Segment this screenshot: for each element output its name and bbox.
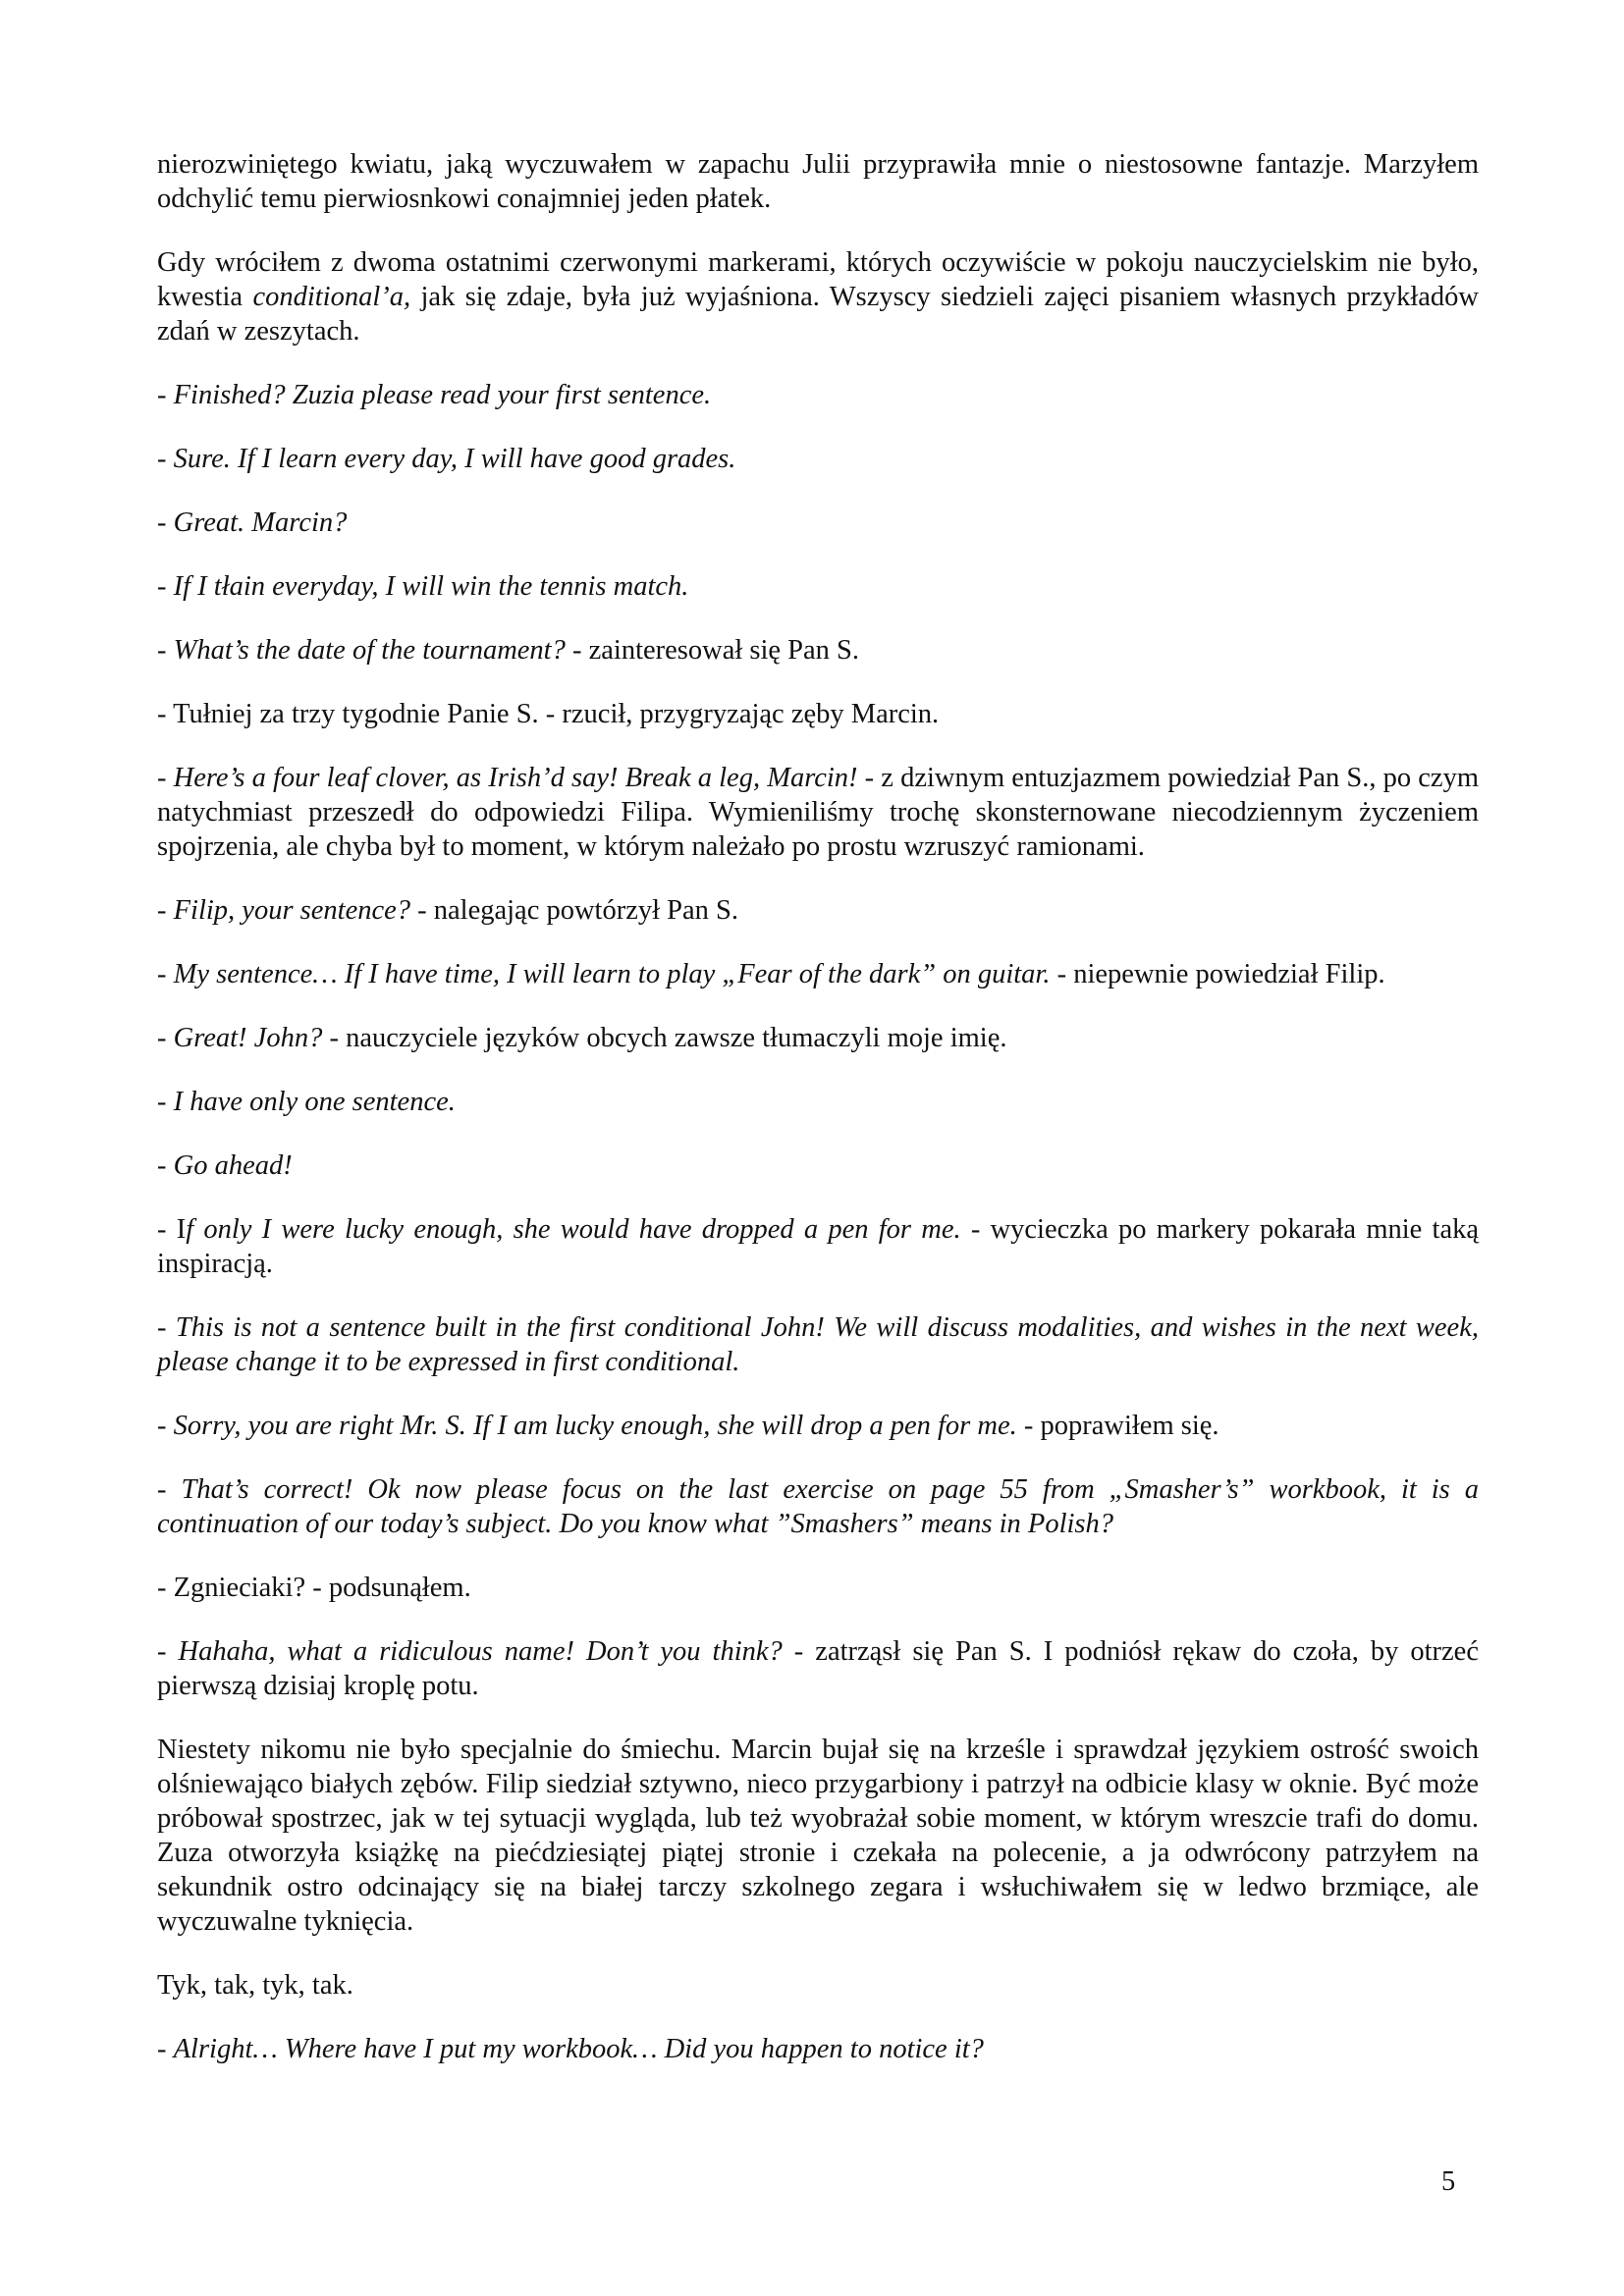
paragraph xyxy=(157,633,1479,667)
narration-text: - I xyxy=(157,1214,187,1245)
narration-text: - xyxy=(157,380,174,410)
paragraph xyxy=(157,442,1479,476)
narration-text: - Tułniej za trzy tygodnie Panie S. - rzucił, przygryzając zęby Marcin. xyxy=(157,699,940,729)
text-body xyxy=(157,147,1479,2066)
dialogue-italic-text: Sorry, you are right Mr. S. If I am lucky enough, she will drop a pen for me. xyxy=(173,1411,1017,1441)
paragraph xyxy=(157,147,1479,216)
narration-text: - xyxy=(157,1474,182,1505)
dialogue-italic-text: If I tłain everyday, I will win the tennis match. xyxy=(173,571,689,602)
paragraph xyxy=(157,1472,1479,1541)
dialogue-italic-text: I have only one sentence. xyxy=(173,1087,456,1117)
page-number: 5 xyxy=(1441,2166,1456,2197)
paragraph xyxy=(157,1085,1479,1119)
narration-text: - xyxy=(157,444,174,474)
document-page xyxy=(157,147,1479,2096)
paragraph xyxy=(157,569,1479,604)
paragraph xyxy=(157,1968,1479,2002)
dialogue-italic-text: conditional’a, xyxy=(252,282,411,312)
dialogue-italic-text: That’s correct! Ok now please focus on the last exercise on page 55 from „Smasher’s” workbook, it is a continuation of our today’s subject. Do you know what ”Smashers” means in Polish? xyxy=(157,1474,1479,1539)
dialogue-italic-text: Great. Marcin? xyxy=(173,507,348,538)
narration-text: - xyxy=(157,895,174,926)
dialogue-italic-text: This is not a sentence built in the first conditional John! We will discuss modalities, and wishes in the next week, please change it to be expressed in first conditional. xyxy=(157,1312,1479,1377)
dialogue-italic-text: Hahaha, what a ridiculous name! Don’t you think? xyxy=(178,1636,783,1667)
narration-text: - xyxy=(157,1087,174,1117)
paragraph xyxy=(157,761,1479,864)
paragraph xyxy=(157,697,1479,731)
narration-text: nierozwiniętego kwiatu, jaką wyczuwałem w zapachu Julii przyprawiła mnie o niestosowne fantazje. Marzyłem odchylić temu pierwiosnkowi conajmniej jeden płatek. xyxy=(157,149,1479,214)
narration-text: - xyxy=(157,1411,174,1441)
dialogue-italic-text: Sure. If I learn every day, I will have good grades. xyxy=(173,444,736,474)
paragraph xyxy=(157,245,1479,348)
dialogue-italic-text: Great! John? xyxy=(173,1023,323,1053)
narration-text: - xyxy=(157,1312,176,1343)
paragraph xyxy=(157,1212,1479,1281)
dialogue-italic-text: Finished? Zuzia please read your first sentence. xyxy=(173,380,712,410)
paragraph xyxy=(157,1634,1479,1703)
narration-text: - nauczyciele języków obcych zawsze tłumaczyli moje imię. xyxy=(322,1023,1007,1053)
narration-text: - xyxy=(157,635,174,666)
narration-text: - xyxy=(157,571,174,602)
dialogue-italic-text: What’s the date of the tournament? xyxy=(173,635,566,666)
narration-text: jak się zdaje, była już wyjaśniona. Wszyscy siedzieli zajęci pisaniem własnych przykładów zdań w zeszytach. xyxy=(157,282,1479,347)
narration-text: - z dziwnym entuzjazmem powiedział Pan S., po czym natychmiast przeszedł do odpowiedzi Filipa. Wymieniliśmy trochę skonsternowane niecodziennym życzeniem spojrzenia, ale chyba był to moment, w którym należało po prostu wzruszyć ramionami. xyxy=(157,763,1479,862)
narration-text: - xyxy=(157,763,174,793)
narration-text: Gdy wróciłem z dwoma ostatnimi czerwonymi markerami, których oczywiście w pokoju nauczycielskim nie było, kwestia xyxy=(157,247,1479,312)
narration-text: - Zgnieciaki? - podsunąłem. xyxy=(157,1573,471,1603)
paragraph xyxy=(157,1571,1479,1605)
paragraph xyxy=(157,893,1479,928)
narration-text: - niepewnie powiedział Filip. xyxy=(1050,959,1385,989)
dialogue-italic-text: Alright… Where have I put my workbook… Did you happen to notice it? xyxy=(173,2034,984,2064)
narration-text: Tyk, tak, tyk, tak. xyxy=(157,1970,353,2001)
narration-text: - xyxy=(157,1636,179,1667)
narration-text: - xyxy=(157,1150,174,1181)
narration-text: - xyxy=(157,507,174,538)
paragraph xyxy=(157,378,1479,412)
narration-text: - xyxy=(157,2034,174,2064)
narration-text: - xyxy=(157,1023,174,1053)
paragraph xyxy=(157,1733,1479,1939)
paragraph xyxy=(157,1148,1479,1183)
dialogue-italic-text: My sentence… If I have time, I will learn to play „Fear of the dark” on guitar. xyxy=(173,959,1051,989)
narration-text: - zainteresował się Pan S. xyxy=(565,635,860,666)
paragraph xyxy=(157,506,1479,540)
dialogue-italic-text: Here’s a four leaf clover, as Irish’d say! Break a leg, Marcin! xyxy=(173,763,858,793)
narration-text: Niestety nikomu nie było specjalnie do śmiechu. Marcin bujał się na krześle i sprawdzał językiem ostrość swoich olśniewająco białych zębów. Filip siedział sztywno, nieco przygarbiony i patrzył na odbicie klasy w oknie. Być może próbował spostrzec, jak w tej sytuacji wygląda, lub też wyobrażał sobie moment, w którym wreszcie trafi do domu. Zuza otworzyła książkę na piećdziesiątej piątej stronie i czekała na polecenie, a ja odwrócony patrzyłem na sekundnik ostro odcinający się na białej tarczy szkolnego zegara i wsłuchiwałem się w ledwo brzmiące, ale wyczuwalne tyknięcia. xyxy=(157,1735,1479,1937)
narration-text: - poprawiłem się. xyxy=(1016,1411,1219,1441)
narration-text: - wycieczka po markery pokarała mnie taką inspiracją. xyxy=(157,1214,1479,1279)
dialogue-italic-text: f only I were lucky enough, she would have dropped a pen for me. xyxy=(186,1214,961,1245)
paragraph xyxy=(157,1409,1479,1443)
narration-text: - xyxy=(157,959,174,989)
narration-text: - zatrząsł się Pan S. I podniósł rękaw do czoła, by otrzeć pierwszą dzisiaj kroplę potu. xyxy=(157,1636,1479,1701)
paragraph xyxy=(157,2032,1479,2066)
paragraph xyxy=(157,1310,1479,1379)
paragraph xyxy=(157,957,1479,991)
paragraph xyxy=(157,1021,1479,1055)
dialogue-italic-text: Filip, your sentence? xyxy=(173,895,411,926)
dialogue-italic-text: Go ahead! xyxy=(173,1150,293,1181)
narration-text: - nalegając powtórzył Pan S. xyxy=(410,895,738,926)
